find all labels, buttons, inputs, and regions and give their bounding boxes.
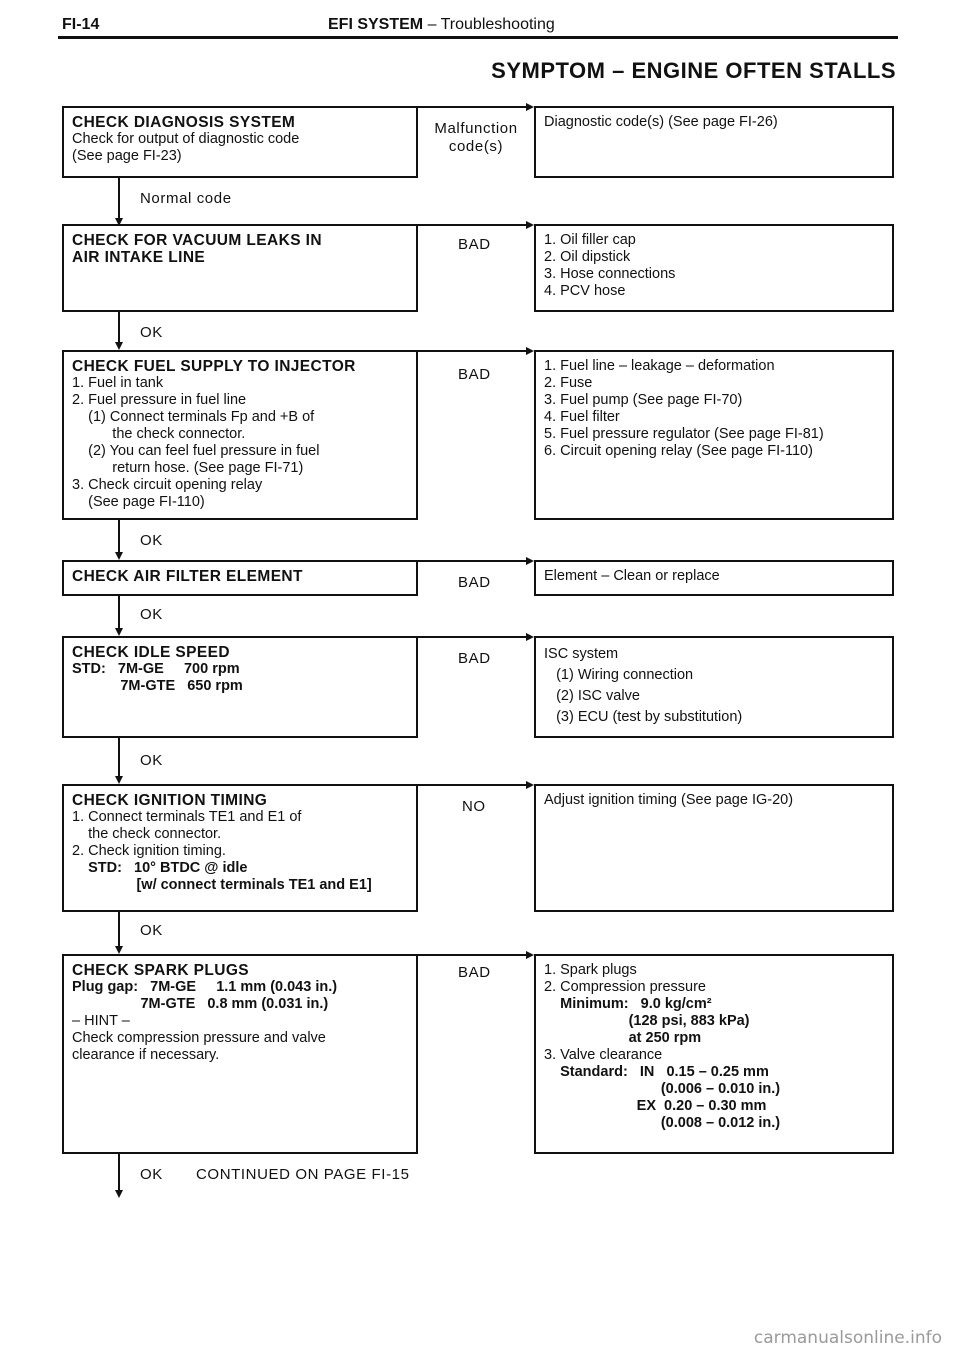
arrow-down-icon <box>115 946 123 954</box>
result-line: 5. Fuel pressure regulator (See page FI-81) <box>544 426 824 442</box>
result-line: 2. Compression pressure <box>544 979 706 995</box>
branch-label-bad: BAD <box>458 574 491 591</box>
step-box-air-filter <box>62 560 418 596</box>
result-line: (0.006 – 0.010 in.) <box>544 1081 781 1097</box>
result-box-spark-plugs <box>534 954 894 1154</box>
step-box-vacuum-leaks <box>62 224 418 312</box>
next-label-ok: OK <box>140 606 163 623</box>
arrow-right-icon <box>526 951 534 959</box>
result-line: (2) ISC valve <box>544 688 640 704</box>
result-line: Minimum: 9.0 kg/cm² <box>544 996 712 1012</box>
step-box-fuel-supply <box>62 350 418 520</box>
section-title-bold: EFI SYSTEM <box>328 16 424 33</box>
arrow-down-icon <box>115 776 123 784</box>
result-line: Standard: IN 0.15 – 0.25 mm <box>544 1064 769 1080</box>
result-line: 1. Fuel line – leakage – deformation <box>544 358 775 374</box>
step-title: CHECK SPARK PLUGS <box>72 962 250 979</box>
arrow-right-icon <box>526 103 534 111</box>
result-line: 3. Fuel pump (See page FI-70) <box>544 392 743 408</box>
step-line: clearance if necessary. <box>72 1047 220 1063</box>
result-line: 3. Hose connections <box>544 266 676 282</box>
step-title: CHECK AIR FILTER ELEMENT <box>72 568 303 585</box>
result-line: ISC system <box>544 646 619 662</box>
step-line: Plug gap: 7M-GE 1.1 mm (0.043 in.) <box>72 979 338 995</box>
continued-note: CONTINUED ON PAGE FI-15 <box>196 1166 410 1183</box>
flow-line <box>118 312 120 346</box>
step-line: Check for output of diagnostic code <box>72 131 300 147</box>
connector-line <box>418 560 526 562</box>
result-box-ignition-timing <box>534 784 894 912</box>
result-line: 2. Fuse <box>544 375 593 391</box>
connector-line <box>418 350 526 352</box>
result-line: 1. Spark plugs <box>544 962 637 978</box>
flow-line <box>118 596 120 632</box>
branch-label-no: NO <box>462 798 486 815</box>
arrow-right-icon <box>526 781 534 789</box>
result-line: (0.008 – 0.012 in.) <box>544 1115 781 1131</box>
arrow-right-icon <box>526 347 534 355</box>
branch-label-bad: BAD <box>458 236 491 253</box>
arrow-down-icon <box>115 342 123 350</box>
arrow-right-icon <box>526 221 534 229</box>
result-box-idle-speed <box>534 636 894 738</box>
arrow-down-icon <box>115 552 123 560</box>
section-title-rest: – Troubleshooting <box>423 16 555 33</box>
next-label-normal-code: Normal code <box>140 190 232 207</box>
page-header <box>58 14 898 39</box>
flow-line <box>118 912 120 950</box>
connector-line <box>418 954 526 956</box>
next-label-ok: OK <box>140 752 163 769</box>
step-line: 1. Connect terminals TE1 and E1 of <box>72 809 302 825</box>
connector-line <box>418 784 526 786</box>
result-line: 4. PCV hose <box>544 283 626 299</box>
connector-line <box>418 224 526 226</box>
branch-label-bad: BAD <box>458 964 491 981</box>
result-line: at 250 rpm <box>544 1030 702 1046</box>
result-box-air-filter <box>534 560 894 596</box>
flow-line <box>118 738 120 780</box>
symptom-title: SYMPTOM – ENGINE OFTEN STALLS <box>491 58 896 83</box>
step-line: 3. Check circuit opening relay <box>72 477 263 493</box>
branch-label-malfunction: Malfunction code(s) <box>434 120 518 155</box>
step-line: (2) You can feel fuel pressure in fuel <box>72 443 320 459</box>
step-line: [w/ connect terminals TE1 and E1] <box>72 877 372 893</box>
step-line: STD: 10° BTDC @ idle <box>72 860 248 876</box>
arrow-down-icon <box>115 1190 123 1198</box>
connector-line <box>418 636 526 638</box>
step-line: 1. Fuel in tank <box>72 375 164 391</box>
next-label-ok: OK <box>140 1166 163 1183</box>
step-line: STD: 7M-GE 700 rpm <box>72 661 240 677</box>
result-line: Adjust ignition timing (See page IG-20) <box>544 792 794 808</box>
arrow-right-icon <box>526 633 534 641</box>
next-label-ok: OK <box>140 532 163 549</box>
arrow-right-icon <box>526 557 534 565</box>
flow-line <box>118 520 120 556</box>
result-box-diagnostic-codes <box>534 106 894 178</box>
step-title: CHECK FUEL SUPPLY TO INJECTOR <box>72 358 356 375</box>
arrow-down-icon <box>115 628 123 636</box>
result-line: 3. Valve clearance <box>544 1047 663 1063</box>
step-title: CHECK FOR VACUUM LEAKS IN <box>72 232 322 249</box>
next-label-ok: OK <box>140 324 163 341</box>
step-line: – HINT – <box>72 1013 130 1029</box>
step-line: the check connector. <box>72 826 222 842</box>
step-line: 7M-GTE 650 rpm <box>72 678 243 694</box>
step-line: (See page FI-110) <box>72 494 205 510</box>
branch-label-bad: BAD <box>458 366 491 383</box>
step-title: CHECK IGNITION TIMING <box>72 792 268 809</box>
step-box-spark-plugs <box>62 954 418 1154</box>
step-line: Check compression pressure and valve <box>72 1030 326 1046</box>
next-label-ok: OK <box>140 922 163 939</box>
result-line: 1. Oil filler cap <box>544 232 636 248</box>
step-line: 2. Check ignition timing. <box>72 843 226 859</box>
step-box-diagnosis <box>62 106 418 178</box>
result-line: 2. Oil dipstick <box>544 249 631 265</box>
step-title: CHECK DIAGNOSIS SYSTEM <box>72 114 296 131</box>
result-line: 6. Circuit opening relay (See page FI-110) <box>544 443 813 459</box>
step-line: return hose. (See page FI-71) <box>72 460 304 476</box>
page-number: FI-14 <box>62 16 100 33</box>
result-box-fuel-supply <box>534 350 894 520</box>
step-line: 2. Fuel pressure in fuel line <box>72 392 247 408</box>
step-title-2: AIR INTAKE LINE <box>72 249 206 266</box>
step-title: CHECK IDLE SPEED <box>72 644 230 661</box>
result-line: (3) ECU (test by substitution) <box>544 709 743 725</box>
result-line: (128 psi, 883 kPa) <box>544 1013 750 1029</box>
step-line: the check connector. <box>72 426 246 442</box>
watermark: carmanualsonline.info <box>753 1328 942 1348</box>
flow-line <box>118 1154 120 1194</box>
step-line: (1) Connect terminals Fp and +B of <box>72 409 315 425</box>
result-line: Diagnostic code(s) (See page FI-26) <box>544 114 778 130</box>
step-line: 7M-GTE 0.8 mm (0.031 in.) <box>72 996 329 1012</box>
result-line: (1) Wiring connection <box>544 667 694 683</box>
section-title <box>328 16 555 34</box>
result-box-vacuum <box>534 224 894 312</box>
step-line: (See page FI-23) <box>72 148 182 164</box>
result-line: Element – Clean or replace <box>544 568 720 584</box>
result-line: 4. Fuel filter <box>544 409 620 425</box>
flow-line <box>118 178 120 222</box>
result-line: EX 0.20 – 0.30 mm <box>544 1098 767 1114</box>
connector-line <box>418 106 526 108</box>
step-box-ignition-timing <box>62 784 418 912</box>
branch-label-bad: BAD <box>458 650 491 667</box>
step-box-idle-speed <box>62 636 418 738</box>
